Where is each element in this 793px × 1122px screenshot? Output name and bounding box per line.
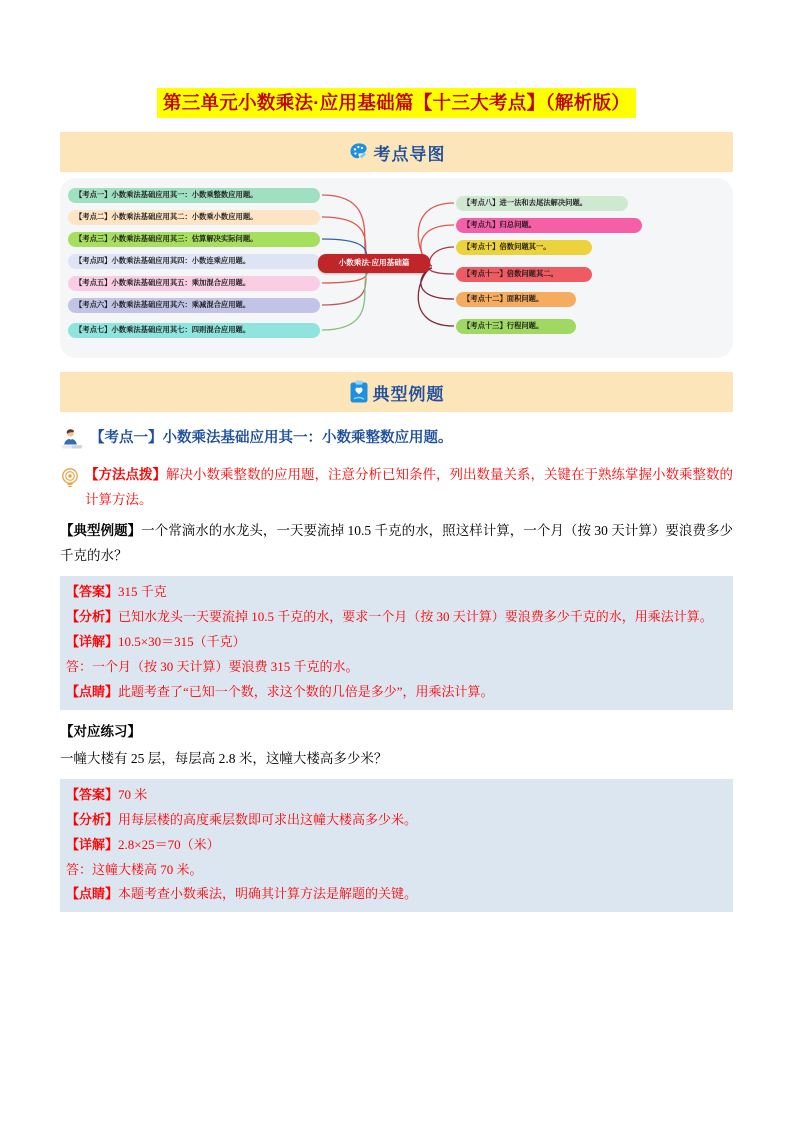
answer-line <box>66 630 727 655</box>
method-tip-body: 解决小数乘整数的应用题，注意分析已知条件，列出数量关系，关键在于熟练掌握小数乘整数的计算方法。 <box>85 467 733 508</box>
answer-line-body: 用每层楼的高度乘层数即可求出这幢大楼高多少米。 <box>118 811 418 827</box>
mindmap-node-right-11[interactable]: 【考点十一】倍数问题其二。 <box>456 267 592 281</box>
mindmap-node-left-6[interactable]: 【考点六】小数乘法基础应用其六：乘减混合应用题。 <box>68 298 320 312</box>
student-reading-icon <box>60 428 84 455</box>
lightbulb-icon <box>60 467 80 494</box>
mindmap-banner-label: 考点导图 <box>373 144 446 164</box>
main-content <box>60 412 733 912</box>
mindmap-node-left-1[interactable]: 【考点一】小数乘法基础应用其一：小数乘整数应用题。 <box>68 188 320 202</box>
practice-question: 一幢大楼有 25 层，每层高 2.8 米，这幢大楼高多少米？ <box>60 750 388 766</box>
answer-line-label: 【详解】 <box>66 836 119 852</box>
answer-line-label: 【点睛】 <box>66 683 119 699</box>
answer-line <box>66 808 727 833</box>
typical-question <box>60 519 733 569</box>
answer-line-label: 【答案】 <box>66 786 119 802</box>
method-tip-row <box>60 463 733 513</box>
answer-line <box>66 605 727 630</box>
mindmap-node-left-4[interactable]: 【考点四】小数乘法基础应用其四：小数连乘应用题。 <box>68 254 320 268</box>
examples-banner-label: 典型例题 <box>372 384 445 404</box>
mindmap-node-right-8[interactable]: 【考点八】进一法和去尾法解决问题。 <box>456 196 628 210</box>
mindmap-node-left-2[interactable]: 【考点二】小数乘法基础应用其二：小数乘小数应用题。 <box>68 210 320 224</box>
answer-line-label: 【点睛】 <box>66 886 119 902</box>
method-tip-label: 【方法点拨】 <box>85 467 166 483</box>
answer-line-body: 2.8×25＝70（米） <box>118 836 220 852</box>
answer-line <box>66 655 727 680</box>
answer-line <box>66 858 727 883</box>
answer-line-body: 本题考查小数乘法，明确其计算方法是解题的关键。 <box>118 886 418 902</box>
answer-line-body: 70 米 <box>118 786 148 802</box>
mindmap-section-banner <box>60 132 733 172</box>
answer-line <box>66 580 727 605</box>
page-title: 第三单元小数乘法·应用基础篇【十三大考点】（解析版） <box>157 88 636 118</box>
mindmap-node-right-10[interactable]: 【考点十】倍数问题其一。 <box>456 240 592 254</box>
answer-line-label: 答： <box>66 658 93 674</box>
answer-line-body: 一个月（按 30 天计算）要浪费 315 千克的水。 <box>92 658 359 674</box>
typical-question-label: 【典型例题】 <box>60 523 142 539</box>
answer-line-label: 【答案】 <box>66 584 119 599</box>
mindmap-node-left-3[interactable]: 【考点三】小数乘法基础应用其三：估算解决实际问题。 <box>68 232 320 246</box>
answer-line-label: 【详解】 <box>66 633 119 649</box>
mindmap-node-left-5[interactable]: 【考点五】小数乘法基础应用其五：乘加混合应用题。 <box>68 276 320 290</box>
example-answer-box <box>60 576 733 710</box>
page-title-container <box>60 0 733 118</box>
answer-line-label: 【分析】 <box>66 608 119 624</box>
mindmap-node-right-9[interactable]: 【考点九】归总问题。 <box>456 218 642 232</box>
examples-section-banner <box>60 372 733 412</box>
answer-line-body: 315 千克 <box>118 584 167 599</box>
mindmap-node-right-13[interactable]: 【考点十三】行程问题。 <box>456 319 576 333</box>
typical-question-body: 一个常滴水的水龙头，一天要流掉 10.5 千克的水，照这样计算，一个月（按 30 天计算）要浪费多少千克的水？ <box>60 523 734 564</box>
clipboard-heart-icon <box>349 380 369 404</box>
mindmap-node-right-12[interactable]: 【考点十二】面积问题。 <box>456 292 576 306</box>
palette-icon <box>348 141 370 163</box>
mindmap-center-node[interactable]: 小数乘法·应用基础篇 <box>318 254 430 273</box>
mindmap-container <box>60 178 733 358</box>
practice-answer-box <box>60 779 733 913</box>
kaodian-heading-text: 【考点一】小数乘法基础应用其一：小数乘整数应用题。 <box>90 430 453 447</box>
answer-line <box>66 680 727 705</box>
mindmap-node-left-7[interactable]: 【考点七】小数乘法基础应用其七：四则混合应用题。 <box>68 323 320 337</box>
answer-line-body: 10.5×30＝315（千克） <box>118 633 246 649</box>
answer-line <box>66 882 727 907</box>
answer-line-label: 【分析】 <box>66 811 119 827</box>
practice-label: 【对应练习】 <box>60 723 141 739</box>
answer-line-body: 已知水龙头一天要流掉 10.5 千克的水，要求一个月（按 30 天计算）要浪费多少千克的水，用乘法计算。 <box>118 608 713 624</box>
answer-line-body: 这幢大楼高 70 米。 <box>92 861 203 877</box>
answer-line-body: 此题考查了“已知一个数，求这个数的几倍是多少”，用乘法计算。 <box>118 683 494 699</box>
answer-line <box>66 783 727 808</box>
method-tip-text <box>85 463 733 513</box>
kaodian-heading-row <box>60 428 733 455</box>
answer-line-label: 答： <box>66 861 93 877</box>
answer-line <box>66 833 727 858</box>
